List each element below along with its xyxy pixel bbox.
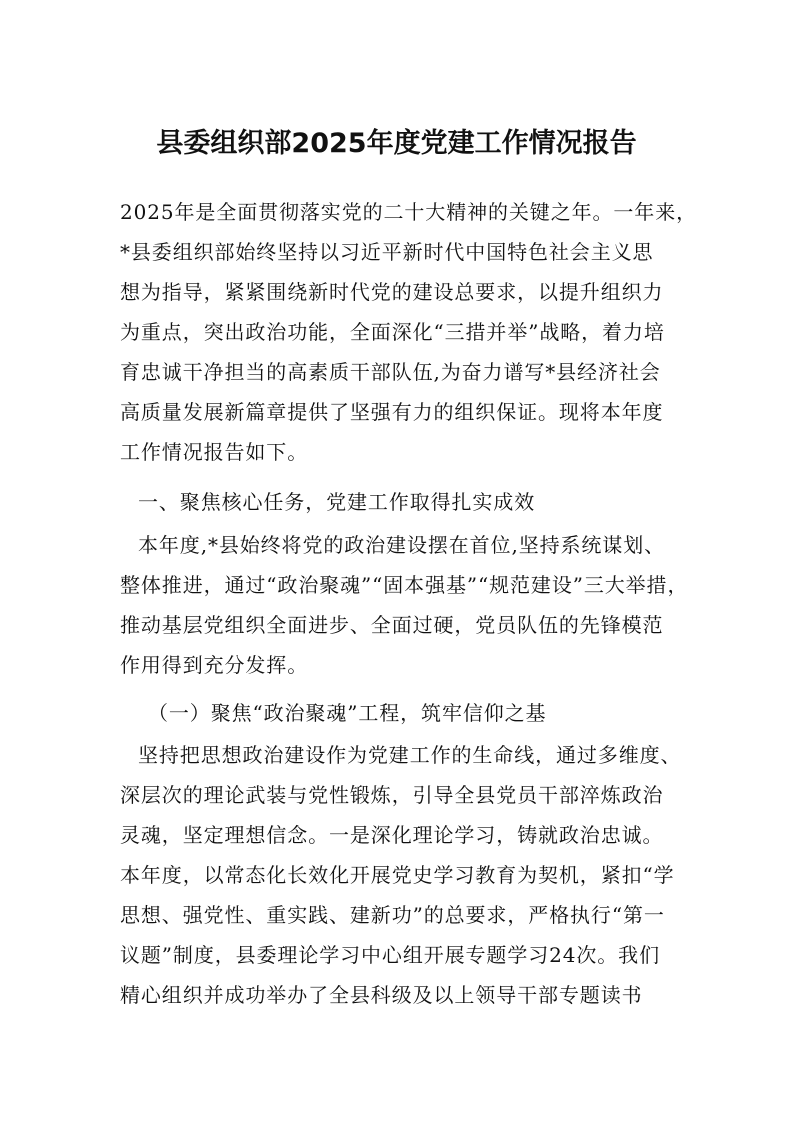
subsection-heading: （一）聚焦“政治聚魂”工程，筑牢信仰之基 [148, 701, 547, 725]
paragraph-line: 推动基层党组织全面进步、全面过硬，党员队伍的先锋模范 [120, 613, 664, 637]
paragraph-line: 为重点，突出政治功能，全面深化“三措并举”战略，着力培 [120, 320, 665, 344]
paragraph-line: 想为指导，紧紧围绕新时代党的建设总要求，以提升组织力 [120, 280, 664, 304]
paragraph-line: 坚持把思想政治建设作为党建工作的生命线，通过多维度、 [138, 743, 682, 767]
paragraph-line: 灵魂，坚定理想信念。一是深化理论学习，铸就政治忠诚。 [120, 823, 664, 847]
section-heading: 一、聚焦核心任务，党建工作取得扎实成效 [138, 490, 536, 514]
paragraph-line: 思想、强党性、重实践、建新功”的总要求，严格执行“第一 [120, 903, 665, 927]
paragraph-line: 深层次的理论武装与党性锻炼，引导全县党员干部淬炼政治 [120, 783, 664, 807]
paragraph-line: 工作情况报告如下。 [120, 440, 309, 464]
paragraph-line: 精心组织并成功举办了全县科级及以上领导干部专题读书 [120, 983, 643, 1007]
paragraph-line: 议题”制度，县委理论学习中心组开展专题学习24次。我们 [120, 943, 660, 967]
paragraph-line: *县委组织部始终坚持以习近平新时代中国特色社会主义思 [120, 240, 654, 264]
paragraph-line: 作用得到充分发挥。 [120, 653, 309, 677]
document-title: 县委组织部2025年度党建工作情况报告 [156, 128, 637, 159]
paragraph-line: 高质量发展新篇章提供了坚强有力的组织保证。现将本年度 [120, 400, 664, 424]
paragraph-line: 本年度,*县始终将党的政治建设摆在首位,坚持系统谋划、 [138, 533, 666, 557]
paragraph-line: 2025年是全面贯彻落实党的二十大精神的关键之年。一年来， [120, 200, 697, 224]
paragraph-line: 育忠诚干净担当的高素质干部队伍,为奋力谱写*县经济社会 [120, 360, 661, 384]
paragraph-line: 整体推进，通过“政治聚魂”“固本强基”“规范建设”三大举措， [120, 573, 689, 597]
paragraph-line: 本年度，以常态化长效化开展党史学习教育为契机，紧扣“学 [120, 863, 675, 887]
